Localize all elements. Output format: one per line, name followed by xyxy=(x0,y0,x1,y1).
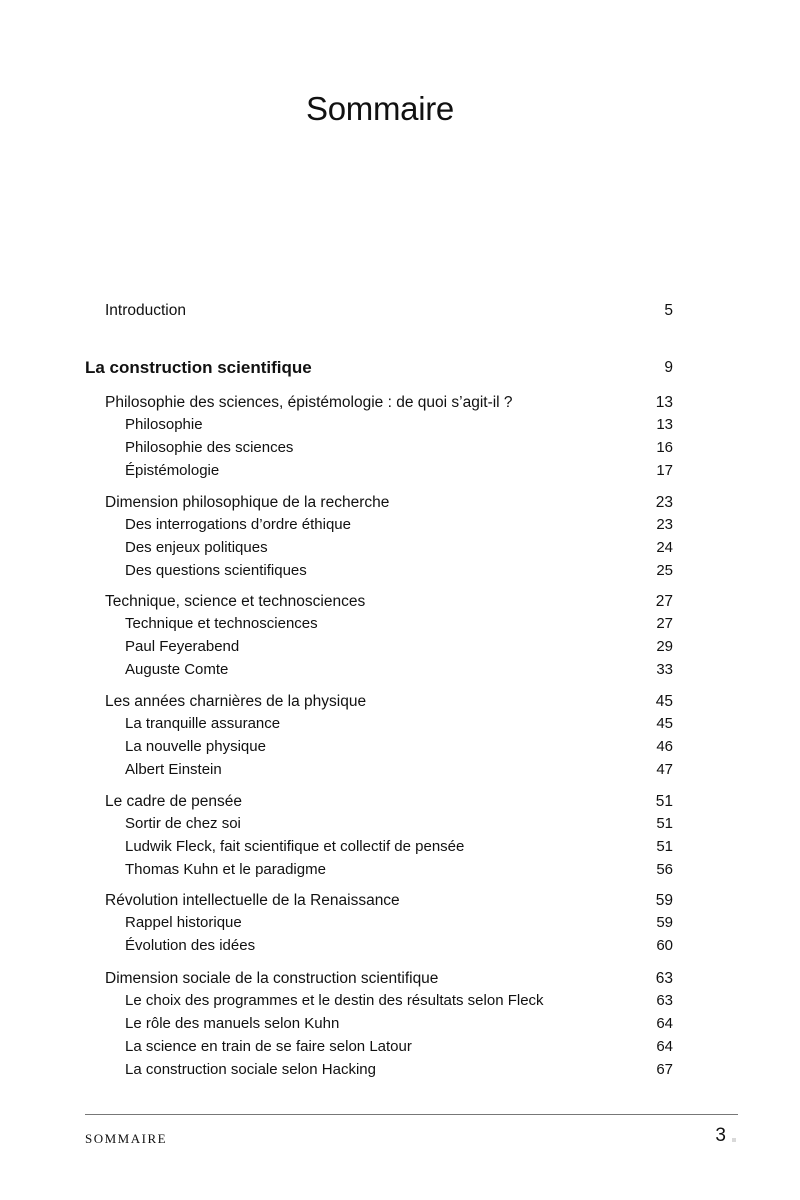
toc-subsection-label: Technique et technosciences xyxy=(125,615,318,633)
toc-subsection-label: Philosophie xyxy=(125,416,203,434)
toc-page-number: 51 xyxy=(655,792,673,810)
toc-section-group xyxy=(85,691,673,782)
toc-page-number: 27 xyxy=(655,592,673,610)
toc-section[interactable] xyxy=(85,791,673,814)
toc-subsection[interactable] xyxy=(85,935,673,958)
toc-subsection[interactable] xyxy=(85,1059,673,1082)
toc-entry-label: Introduction xyxy=(105,302,186,319)
toc-page-number: 47 xyxy=(656,760,673,778)
toc-page-number: 63 xyxy=(656,992,673,1010)
toc-section[interactable] xyxy=(85,968,673,991)
toc-subsection-label: Le rôle des manuels selon Kuhn xyxy=(125,1015,340,1032)
toc-subsection[interactable] xyxy=(85,836,673,859)
toc-page-number: 27 xyxy=(656,615,673,633)
toc-page-number: 23 xyxy=(656,516,673,534)
toc-subsection[interactable] xyxy=(85,1013,673,1036)
toc-page-number: 29 xyxy=(656,638,673,655)
toc-subsection[interactable] xyxy=(85,736,673,759)
toc-page-number: 13 xyxy=(656,416,673,434)
toc-section-group xyxy=(85,890,673,958)
toc-section-group xyxy=(85,591,673,682)
toc-subsection[interactable] xyxy=(85,912,673,935)
toc-section[interactable] xyxy=(85,492,673,515)
toc-page-number: 5 xyxy=(664,302,673,319)
toc-section-label: Technique, science et technosciences xyxy=(105,592,366,610)
toc-subsection-label: Paul Feyerabend xyxy=(125,638,240,655)
toc-page-number: 16 xyxy=(656,439,673,456)
toc-subsection-label: Sortir de chez soi xyxy=(125,815,241,833)
toc-subsection-label: Des enjeux politiques xyxy=(125,539,268,556)
toc-subsection[interactable] xyxy=(85,460,673,483)
toc-subsection[interactable] xyxy=(85,537,673,560)
toc-section-group xyxy=(85,392,673,483)
toc-section[interactable] xyxy=(85,691,673,714)
toc-subsection-label: Thomas Kuhn et le paradigme xyxy=(125,860,326,878)
toc-page-number: 60 xyxy=(656,937,673,954)
toc-subsection-label: Albert Einstein xyxy=(125,760,222,778)
footer-divider xyxy=(85,1114,738,1115)
toc-subsection[interactable] xyxy=(85,759,673,782)
toc-subsection-label: La tranquille assurance xyxy=(125,715,281,733)
toc-subsection-label: La nouvelle physique xyxy=(125,738,266,755)
toc-subsection[interactable] xyxy=(85,414,673,437)
toc-page-number: 67 xyxy=(656,1060,673,1078)
toc-section[interactable] xyxy=(85,591,673,614)
toc-page-number: 9 xyxy=(664,359,673,376)
toc-page-number: 25 xyxy=(656,561,673,579)
toc-subsection[interactable] xyxy=(85,514,673,537)
toc-section-label: Révolution intellectuelle de la Renaissance xyxy=(105,891,400,909)
toc-subsection-label: La science en train de se faire selon Latour xyxy=(125,1037,412,1055)
toc-page-number: 33 xyxy=(656,660,673,678)
toc-section-label: Le cadre de pensée xyxy=(105,792,243,810)
toc-section[interactable] xyxy=(85,890,673,913)
toc-subsection[interactable] xyxy=(85,560,673,583)
toc-page-number: 24 xyxy=(656,539,673,556)
toc-page-number: 64 xyxy=(656,1037,673,1055)
toc-page-number: 51 xyxy=(656,838,673,855)
toc-page-number: 46 xyxy=(656,738,673,755)
toc-subsection[interactable] xyxy=(85,659,673,682)
footer-ornament xyxy=(732,1138,736,1142)
toc-section-label: Philosophie des sciences, épistémologie : de quoi s’agit-il ? xyxy=(105,393,513,411)
toc-section-label: Les années charnières de la physique xyxy=(105,692,367,710)
toc-subsection[interactable] xyxy=(85,613,673,636)
toc-page-number: 63 xyxy=(655,969,673,987)
toc-page-number: 64 xyxy=(656,1015,673,1032)
toc-page-number: 59 xyxy=(655,891,673,909)
toc-subsection[interactable] xyxy=(85,713,673,736)
toc-part-label: La construction scientifique xyxy=(85,358,312,377)
toc-subsection-label: Philosophie des sciences xyxy=(125,439,294,456)
toc-page-number: 51 xyxy=(656,815,673,833)
toc-subsection-label: Ludwik Fleck, fait scientifique et collectif de pensée xyxy=(125,838,465,855)
toc-section-group xyxy=(85,791,673,882)
toc-section-label: Dimension philosophique de la recherche xyxy=(105,493,390,511)
toc-subsection[interactable] xyxy=(85,1036,673,1059)
toc-introduction[interactable] xyxy=(85,299,673,323)
toc-section-group xyxy=(85,492,673,583)
toc-subsection[interactable] xyxy=(85,990,673,1013)
toc-subsection[interactable] xyxy=(85,859,673,882)
toc-page-number: 45 xyxy=(655,692,673,710)
toc-page-number: 13 xyxy=(655,393,673,411)
toc-subsection-label: Des questions scientifiques xyxy=(125,561,307,579)
toc-page-number: 59 xyxy=(656,914,673,932)
toc-subsection-label: Rappel historique xyxy=(125,914,242,932)
footer-page-number: 3 xyxy=(715,1125,726,1146)
toc-page-number: 17 xyxy=(656,461,673,479)
toc-subsection-label: Le choix des programmes et le destin des résultats selon Fleck xyxy=(125,992,544,1010)
toc-subsection-label: Évolution des idées xyxy=(125,937,256,954)
toc-subsection[interactable] xyxy=(85,437,673,460)
toc-page-number: 23 xyxy=(655,493,673,511)
toc-section-label: Dimension sociale de la construction scientifique xyxy=(105,969,439,987)
toc-subsection[interactable] xyxy=(85,813,673,836)
toc-subsection[interactable] xyxy=(85,636,673,659)
toc-subsection-label: Des interrogations d’ordre éthique xyxy=(125,516,351,534)
toc-page-number: 56 xyxy=(656,860,673,878)
toc-subsection-label: Auguste Comte xyxy=(125,660,229,678)
toc-section[interactable] xyxy=(85,392,673,415)
toc-section-group xyxy=(85,968,673,1082)
toc-part-heading[interactable] xyxy=(85,355,673,381)
toc-subsection-label: La construction sociale selon Hacking xyxy=(125,1060,376,1078)
footer-running-head: SOMMAIRE xyxy=(85,1131,168,1146)
toc-subsection-label: Épistémologie xyxy=(125,461,220,479)
page-title: Sommaire xyxy=(306,90,454,127)
toc-page-number: 45 xyxy=(656,715,673,733)
